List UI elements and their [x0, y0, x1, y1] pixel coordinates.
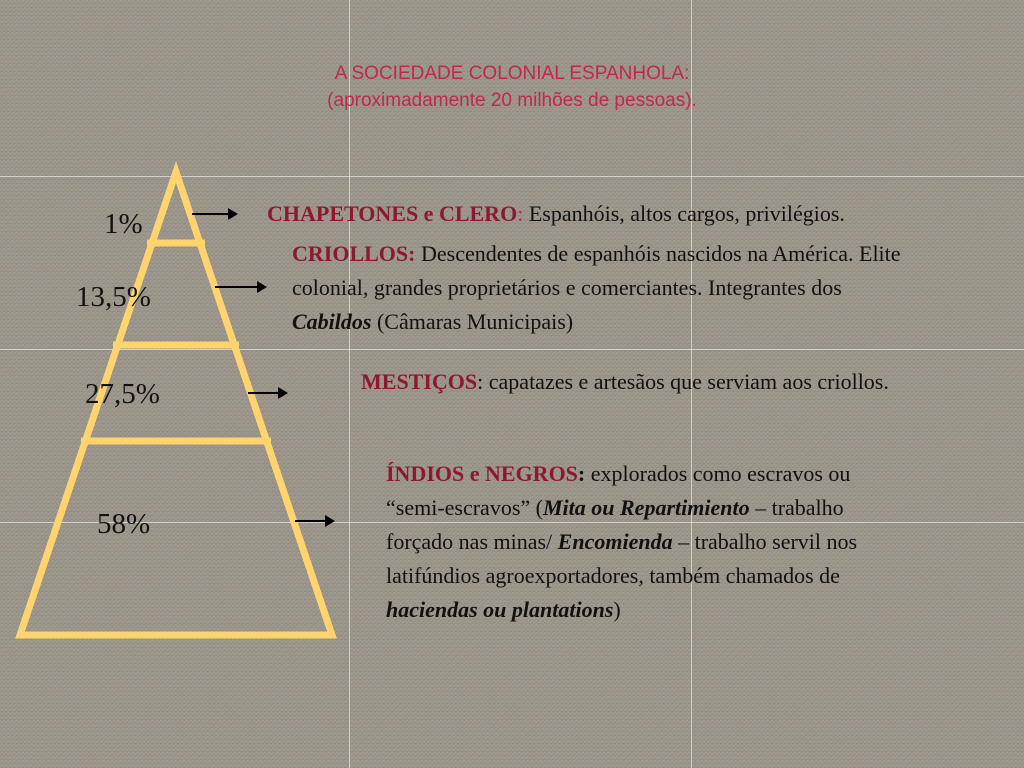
- criollos-cabildos: Cabildos: [292, 309, 372, 334]
- indios-text-4: ): [613, 597, 621, 622]
- indios-text-2: – trabalho forçado nas minas/: [386, 495, 844, 554]
- indios-negros-label: ÍNDIOS e NEGROS: [386, 461, 578, 486]
- indios-negros-colon: :: [577, 461, 586, 486]
- chapetones-desc: Espanhóis, altos cargos, privilégios.: [523, 201, 845, 226]
- indios-text-1: explorados como escravos ou “semi-escravos” (: [386, 461, 851, 520]
- indios-negros-block: [386, 457, 876, 627]
- arrow-icon: [192, 213, 236, 215]
- indios-mita: Mita ou Repartimiento: [542, 495, 750, 520]
- criollos-label: CRIOLLOS:: [292, 241, 416, 266]
- chapetones-label: CHAPETONES e CLERO: [267, 201, 518, 226]
- criollos-desc: Descendentes de espanhóis nascidos na América. Elite colonial, grandes proprietários e comerciantes. Integrantes dos: [292, 241, 901, 300]
- criollos-block: [292, 237, 920, 339]
- chapetones-colon: :: [517, 201, 524, 226]
- title-line-1: A SOCIEDADE COLONIAL ESPANHOLA:: [334, 63, 690, 84]
- pct-mesticos: 27,5%: [85, 378, 160, 410]
- pct-criollos: 13,5%: [76, 281, 151, 313]
- indios-text-3: – trabalho servil nos latifúndios agroexportadores, também chamados de: [386, 529, 858, 588]
- mesticos-label: MESTIÇOS: [361, 369, 478, 394]
- title-line-2: (aproximadamente 20 milhões de pessoas).: [327, 90, 697, 111]
- pct-chapetones: 1%: [104, 208, 143, 240]
- criollos-desc-end: (Câmaras Municipais): [371, 309, 574, 334]
- indios-encomienda: Encomienda: [557, 529, 673, 554]
- pct-indios-negros: 58%: [97, 508, 151, 540]
- mesticos-desc: : capatazes e artesãos que serviam aos criollos.: [477, 369, 889, 394]
- arrow-icon: [215, 286, 265, 288]
- chapetones-block: [267, 197, 1024, 231]
- mesticos-block: [361, 365, 921, 399]
- indios-haciendas: haciendas ou plantations: [386, 597, 614, 622]
- arrow-icon: [248, 392, 286, 394]
- arrow-icon: [295, 520, 333, 522]
